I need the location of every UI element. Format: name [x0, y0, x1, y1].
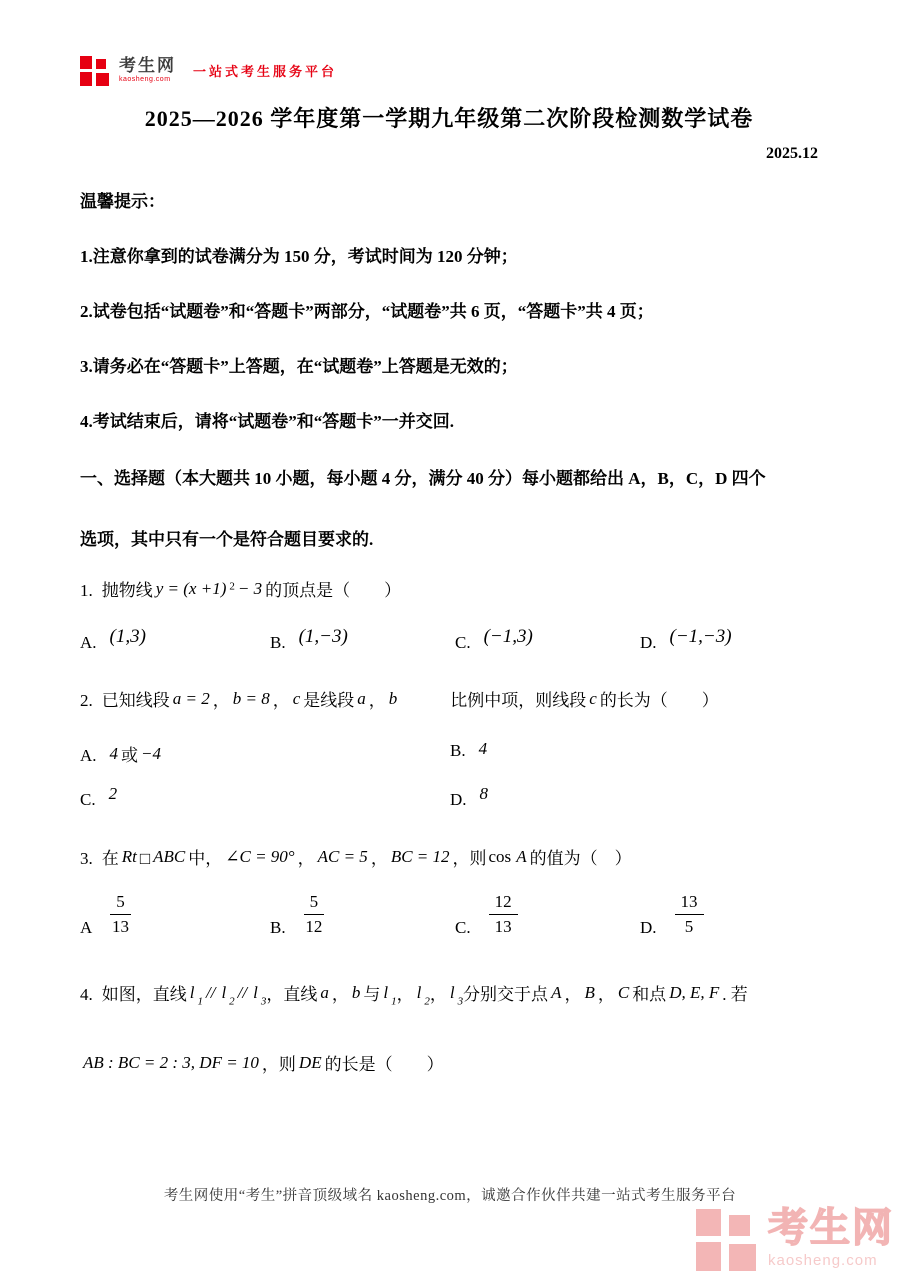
question-2-option-a — [80, 741, 450, 766]
notice-heading: 温馨提示： — [80, 192, 165, 211]
question-4-text-line2: AB : BC = 2 : 3, DF = 10 ，则 DE 的长是（ ） — [83, 1053, 444, 1075]
question-1-text: 抛物线 y = (x +1) $^2$ − 3 的顶点是（ ） — [101, 579, 402, 600]
question-2-option-d — [450, 783, 818, 810]
paper-date: 2025.12 — [766, 145, 818, 162]
notice-section — [80, 187, 818, 432]
option-value: $\frac{5}{13}$ — [112, 892, 130, 937]
option-value: $\frac{12}{13}$ — [481, 892, 518, 938]
watermark — [696, 1205, 894, 1271]
option-value: 2 — [108, 783, 118, 803]
option-value: (1,−3) — [298, 626, 348, 648]
question-1-option-d — [640, 626, 818, 654]
watermark-logo-icon — [696, 1205, 758, 1271]
question-4-number: 4. — [80, 984, 93, 1004]
question-3-number: 3. — [80, 848, 93, 868]
option-label: A — [80, 917, 93, 937]
question-4-text-line1: 如图，直线 l $_1$ // l $_2$ // l $_3$，直线 a ， b 与 l $_1$， l $_2$， l $_3$分别交于点 A ， B ， C 和点 D, E, F . 若 — [101, 982, 748, 1008]
notice-item-3: 3.请务必在“答题卡”上答题，在“试题卷”上答题是无效的； — [80, 357, 518, 376]
option-value: (−1,−3) — [669, 626, 732, 648]
option-value: 4 — [478, 738, 488, 758]
option-label: D. — [640, 633, 657, 653]
logo-text-stack — [119, 57, 176, 83]
question-2-option-c — [80, 783, 450, 810]
question-1-options — [80, 626, 818, 654]
option-label: C. — [455, 917, 471, 937]
option-label: C. — [80, 789, 96, 809]
option-label: A. — [80, 745, 97, 765]
option-label: A. — [80, 633, 97, 653]
option-value: 4 或 −4 — [109, 743, 162, 765]
option-label: B. — [450, 740, 466, 760]
notice-item-2: 2.试卷包括“试题卷”和“答题卡”两部分，“试题卷”共 6 页，“答题卡”共 4 页； — [80, 302, 654, 321]
question-2-text: 已知线段 a = 2 ， b = 8 ， c 是线段 a ， b 比例中项，则线段 c 的长为（ ） — [101, 689, 719, 711]
paper-title: 2025—2026 学年度第一学期九年级第二次阶段检测数学试卷 — [144, 106, 754, 131]
question-1-option-c — [455, 626, 640, 654]
question-3-option-a — [80, 892, 270, 938]
kaosheng-logo-icon — [80, 54, 110, 86]
watermark-brand-domain: kaosheng.com — [768, 1252, 878, 1269]
question-4-stem-line2 — [80, 1052, 818, 1078]
question-2-option-b — [450, 738, 818, 766]
option-label: D. — [640, 917, 657, 937]
kaosheng-logo — [80, 54, 818, 86]
question-3-option-c — [455, 892, 640, 938]
question-1-option-b — [270, 626, 455, 654]
section-heading-line1: 一、选择题（本大题共 10 小题，每小题 4 分，满分 40 分）每小题都给出 A，B，C，D 四个 — [80, 469, 766, 488]
question-2 — [80, 688, 818, 809]
option-value: 8 — [479, 783, 489, 803]
footer-text: 考生网使用“考生”拼音顶级域名 kaosheng.com，诚邀合作伙伴共建一站式考生服务平台 — [163, 1188, 737, 1204]
question-2-options — [80, 738, 818, 810]
option-label: B. — [270, 633, 286, 653]
option-value: $\frac{13}{5}$ — [667, 892, 704, 938]
question-3-stem — [80, 846, 818, 872]
watermark-brand-name: 考生网 — [768, 1206, 894, 1250]
brand-name: 考生网 — [119, 56, 176, 75]
watermark-text-stack — [768, 1208, 894, 1268]
option-label: C. — [455, 633, 471, 653]
question-3-options — [80, 892, 818, 938]
option-label: B. — [270, 917, 286, 937]
question-4-stem-line1 — [80, 982, 818, 1010]
brand-domain: kaosheng.com — [119, 76, 171, 83]
notice-item-1: 1.注意你拿到的试卷满分为 150 分，考试时间为 120 分钟； — [80, 247, 518, 266]
option-label: D. — [450, 789, 467, 809]
section-heading-line2: 选项，其中只有一个是符合题目要求的. — [80, 530, 374, 549]
option-value: (−1,3) — [483, 626, 533, 648]
question-1-option-a — [80, 626, 270, 654]
question-2-stem — [80, 688, 818, 714]
question-1-number: 1. — [80, 581, 93, 600]
option-value: (1,3) — [109, 626, 146, 648]
question-4 — [80, 982, 818, 1079]
site-header — [80, 0, 818, 86]
question-2-number: 2. — [80, 691, 93, 711]
question-3-option-b — [270, 892, 455, 938]
question-3 — [80, 846, 818, 938]
question-1 — [80, 578, 818, 654]
question-1-stem — [80, 578, 818, 604]
option-value: $\frac{5}{12}$ — [305, 892, 323, 937]
notice-item-4: 4.考试结束后，请将“试题卷”和“答题卡”一并交回. — [80, 412, 454, 431]
brand-tagline: 一站式考生服务平台 — [193, 63, 338, 79]
question-3-option-d — [640, 892, 818, 938]
question-3-text: 在 Rt □ ABC 中， ∠C = 90° ， AC = 5 ， BC = 12 ，则 cos A 的值为（ ） — [101, 846, 632, 868]
